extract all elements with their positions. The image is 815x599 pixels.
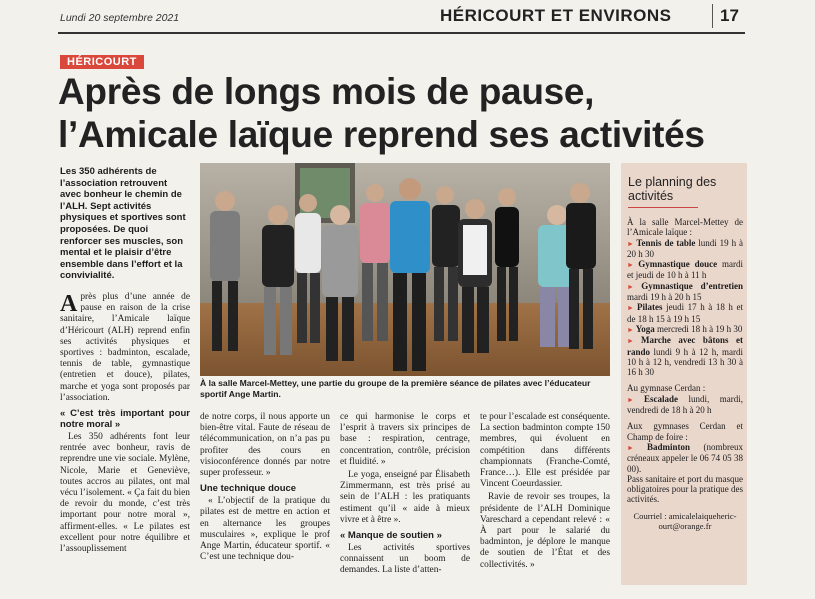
paragraph: ce qui harmonise le corps et l’esprit à travers six principes de base : respiration, centrage, concentration, contrôle, précision et fluidité. » (340, 412, 470, 467)
paragraph: Les 350 adhérents font leur rentrée avec bonheur, ravis de reprendre une vie sociale. Mylène, Nicole, Marie et Geneviève, toutes accros au pilates, ont mal vécu l’isolement. « Ça fait du bien de revoir du monde, c’est très important pour notre moral », affirment-elles. « Le pilates est excellent pour notre équilibre et l’assouplissement (60, 432, 190, 555)
arrow-icon: ► (627, 395, 644, 404)
activity-name: Gymnastique douce (638, 259, 718, 270)
activity-name: Tennis de table (636, 237, 696, 248)
activity-name: Gymnastique d’entretien (641, 280, 743, 291)
arrow-icon: ► (627, 325, 636, 334)
article-column-4 (480, 412, 610, 573)
activity-name: Marche avec bâtons et rando (627, 335, 743, 357)
arrow-icon: ► (627, 239, 637, 248)
sidebar-intro: À la salle Marcel-Mettey de l’Amicale laïque : (627, 217, 743, 238)
paragraph: Le yoga, enseigné par Élisabeth Zimmermann, est très prisé au sein de l’ALH : les pratiquants estiment qu’il « aide à mieux vivre et à être ». (340, 470, 470, 525)
article-lead: Les 350 adhérents de l’association retrouvent avec bonheur le chemin de l’ALH. Sept activités physiques et sportives sont proposées. De quoi renforcer ses muscles, son mental et le plaisir d’être ensemble dans l’effort et la convivialité. (60, 166, 186, 282)
intro-paragraph: près plus d’une année de pause en raison de la crise sanitaire, l’Amicale laïque d’Héricourt (ALH) reprend enfin ses activités physiques et sportives : badminton, escalade, tennis de table, gymnastique (entretien et douce), pilates, marche et yoga sont proposés par l’association. (60, 292, 190, 403)
arrow-icon: ► (627, 261, 639, 270)
page-number: 17 (720, 6, 739, 25)
sidebar-intro: Au gymnase Cerdan : (627, 383, 706, 394)
activity-name: Escalade (643, 393, 678, 404)
subheading-moral: « C’est très important pour notre moral » (60, 408, 190, 431)
activity-schedule: lundi 19 h à 20 h 30 (627, 237, 743, 259)
activity-name: Badminton (646, 441, 690, 452)
header-divider (712, 4, 713, 28)
paragraph: de notre corps, il nous apporte un bien-être vital. Faute de réseau de télécommunication, on n’a pas pu profiter des cours en visioconférence donnés par notre super professeur. » (200, 412, 330, 479)
issue-date: Lundi 20 septembre 2021 (60, 12, 180, 24)
sidebar-title: Le planning des activités (628, 175, 717, 203)
arrow-icon: ► (627, 443, 647, 452)
schedule-item (627, 394, 743, 416)
activity-schedule: mardi 19 h à 20 h 15 (627, 292, 702, 303)
schedule-item (627, 442, 743, 474)
arrow-icon: ► (627, 282, 642, 291)
headline-line-1: Après de longs mois de pause, (58, 71, 595, 112)
location-tag: HÉRICOURT (60, 55, 144, 69)
activity-name: Yoga (635, 323, 655, 334)
paragraph: te pour l’escalade est conséquente. La section badminton compte 150 membres, qui évoluent en compétition dans différents championnats (Franche-Comté, France…). Elle est présidée par Vincent Coeurdassier. (480, 412, 610, 490)
subheading-soutien: « Manque de soutien » (340, 530, 442, 542)
activity-name: Pilates (637, 302, 663, 313)
sidebar-intro: Aux gymnases Cerdan et Champ de foire : (627, 421, 743, 442)
pilates-group-image (200, 163, 610, 376)
sidebar-rule (628, 207, 698, 208)
paragraph: « L’objectif de la pratique du pilates est de mettre en action et en alternance les groupes musculaires », explique le prof Ange Martin, éducateur sportif. « C’est une technique dou- (200, 496, 330, 563)
schedule-item (627, 302, 743, 324)
section-title: HÉRICOURT ET ENVIRONS (440, 6, 672, 25)
headline-line-2: l’Amicale laïque reprend ses activités (58, 114, 705, 155)
arrow-icon: ► (627, 304, 637, 313)
photo-caption: À la salle Marcel-Mettey, une partie du groupe de la première séance de pilates avec l’éducateur sportif Ange Martin. (200, 378, 591, 399)
article-column-1 (60, 292, 190, 557)
schedule-item (627, 335, 743, 377)
activity-schedule: lundi 9 h à 12 h, mardi 10 h à 12 h, vendredi 13 h 30 à 16 h 30 (627, 346, 743, 378)
activity-schedule: mardi et jeudi de 10 h à 11 h (627, 259, 743, 281)
article-headline (58, 70, 758, 156)
sidebar-note: Pass sanitaire et port du masque obligatoires pour la pratique des activités. (627, 473, 743, 505)
subheading-technique: Une technique douce (200, 483, 297, 495)
sidebar-contact: Courriel : amicalelaiquehericourt@orange.fr (633, 510, 737, 532)
sidebar-body (627, 217, 743, 531)
activity-schedule: mercredi 18 h à 19 h 30 (654, 323, 743, 334)
arrow-icon: ► (627, 337, 641, 346)
article-column-2 (200, 412, 330, 565)
drop-cap: A (60, 291, 78, 317)
group-photo (200, 163, 610, 376)
paragraph: Les activités sportives connaissent un boom de demandes. La liste d’atten- (340, 543, 470, 576)
header-rule (58, 32, 745, 34)
article-column-3 (340, 412, 470, 579)
paragraph: Ravie de revoir ses troupes, la présidente de l’ALH Dominique Vareschard a cependant relevé : « À part pour le salarié du badminton, je déplore le manque de soutien de l’État et des collectivités. » (480, 492, 610, 570)
schedule-item (627, 259, 743, 281)
activity-schedule: jeudi 17 h à 18 h et de 18 h 15 à 19 h 15 (627, 302, 743, 324)
schedule-item (627, 281, 743, 303)
schedule-item (627, 324, 743, 335)
activity-schedule: (nombreux créneaux appeler le 06 74 05 38 00). (627, 441, 743, 474)
schedule-item (627, 238, 743, 260)
activity-schedule: lundi, mardi, vendredi de 18 h à 20 h (627, 393, 743, 416)
